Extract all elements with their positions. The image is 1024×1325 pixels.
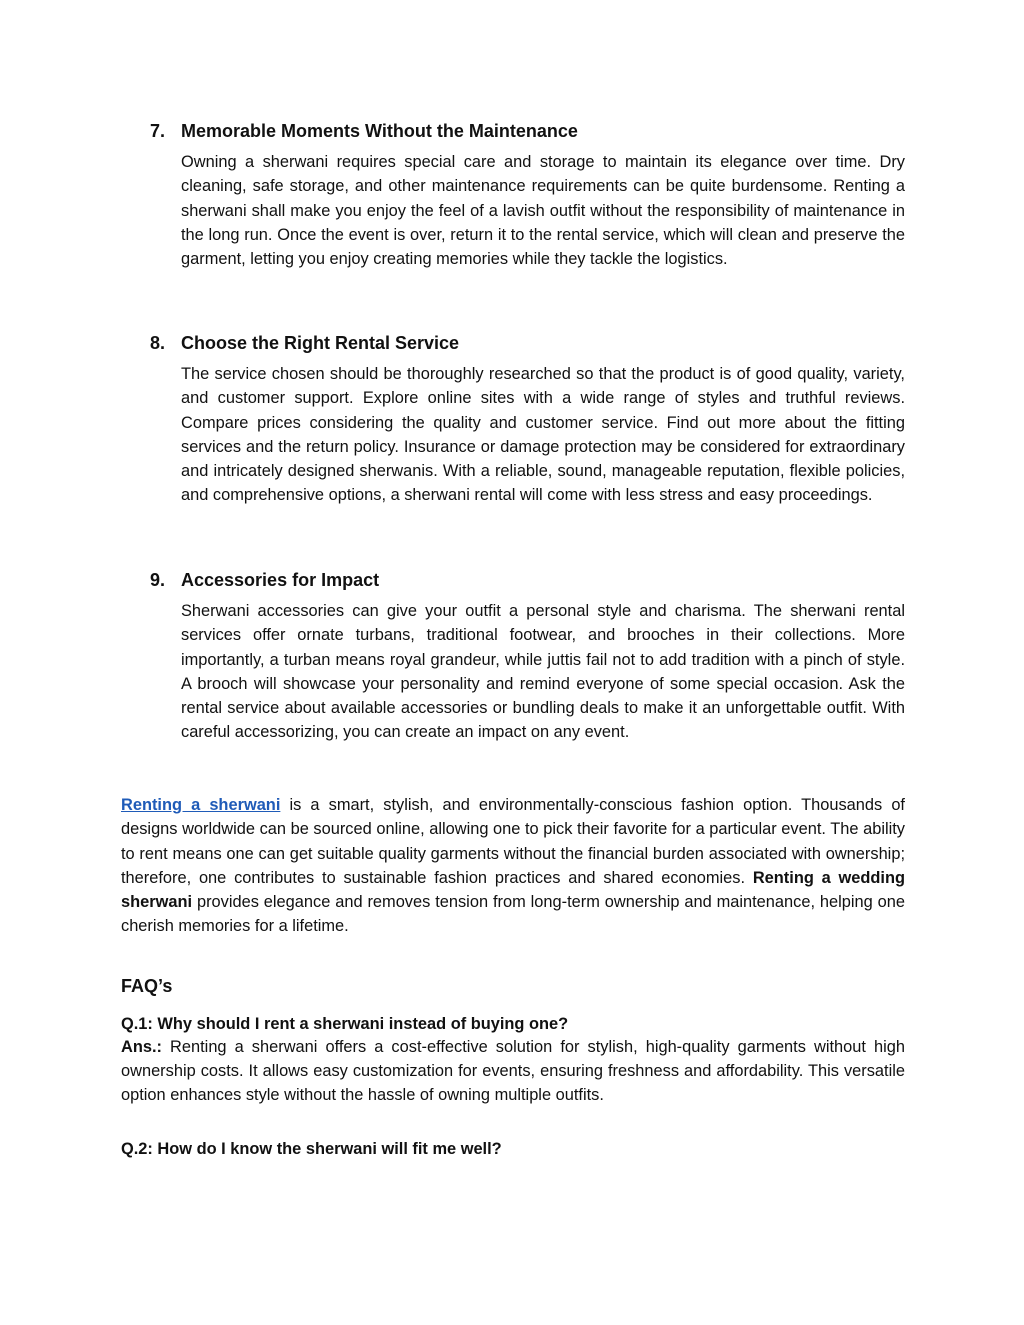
conclusion-text-1: is a smart, stylish, and environmentally-conscious fashion option. Thousands of designs worldwide can be sourced online, allowing one to pick their favorite for a particular event. The ability to rent means one can get suitable quality garments without the financial burden associated with ownership; therefore, one contributes to sustainable fashion practices and shared economies. <box>121 796 905 887</box>
section-body: Sherwani accessories can give your outfit a personal style and charisma. The sherwani rental services offer ornate turbans, traditional footwear, and brooches in their collections. More importantly, a turban means royal grandeur, while juttis fail not to add tradition with a pinch of style. A brooch will showcase your personality and remind everyone of some special occasion. Ask the rental service about available accessories or bundling deals to make it an unforgettable outfit. With careful accessorizing, you can create an impact on any event. <box>181 602 905 742</box>
conclusion-bold-text: Renting a wedding sherwani <box>121 868 905 912</box>
section-9 <box>121 567 905 793</box>
section-heading <box>150 330 905 356</box>
renting-sherwani-link[interactable]: Renting a sherwani <box>121 796 281 814</box>
section-8 <box>121 330 905 567</box>
document-page <box>121 118 905 1160</box>
section-body: Owning a sherwani requires special care and storage to maintain its elegance over time. Dry cleaning, safe storage, and other maintenance requirements can be quite burdensome. Renting a sherwani shall make you enjoy the feel of a lavish outfit without the responsibility of maintenance in the long run. Once the event is over, return it to the rental service, which will clean and preserve the garment, letting you enjoy creating memories while they tackle the logistics. <box>181 153 905 269</box>
section-heading <box>150 118 905 144</box>
section-title: Accessories for Impact <box>181 570 380 590</box>
answer-text: Renting a sherwani offers a cost-effective solution for stylish, high-quality garments without high ownership costs. It allows easy customization for events, ensuring freshness and affordability. This versatile option enhances style without the hassle of owning multiple outfits. <box>121 1037 905 1105</box>
section-number: 7. <box>150 121 166 141</box>
section-title: Memorable Moments Without the Maintenance <box>181 121 578 141</box>
section-number: 8. <box>150 333 166 353</box>
faq-answer-1 <box>121 1035 905 1108</box>
section-7 <box>121 118 905 330</box>
faq-heading: FAQ’s <box>121 975 173 996</box>
section-title: Choose the Right Rental Service <box>181 333 460 353</box>
section-body: The service chosen should be thoroughly researched so that the product is of good quality, variety, and customer support. Explore online sites with a wide range of styles and truthful reviews. Compare prices considering the quality and customer service. Find out more about the fitting services and the return policy. Insurance or damage protection may be considered for extraordinary and intricately designed sherwanis. With a reliable, sound, manageable reputation, flexible policies, and comprehensive options, a sherwani rental will come with less stress and easy proceedings. <box>181 365 905 505</box>
section-heading <box>150 567 905 593</box>
faq-question-2: Q.2: How do I know the sherwani will fit me well? <box>121 1139 502 1158</box>
faq-question-1: Q.1: Why should I rent a sherwani instead of buying one? <box>121 1014 569 1033</box>
section-number: 9. <box>150 570 166 590</box>
answer-label: Ans.: <box>121 1037 162 1056</box>
conclusion-paragraph <box>121 793 905 939</box>
conclusion-text-2: provides elegance and removes tension from long-term ownership and maintenance, helping one cherish memories for a lifetime. <box>121 893 905 936</box>
